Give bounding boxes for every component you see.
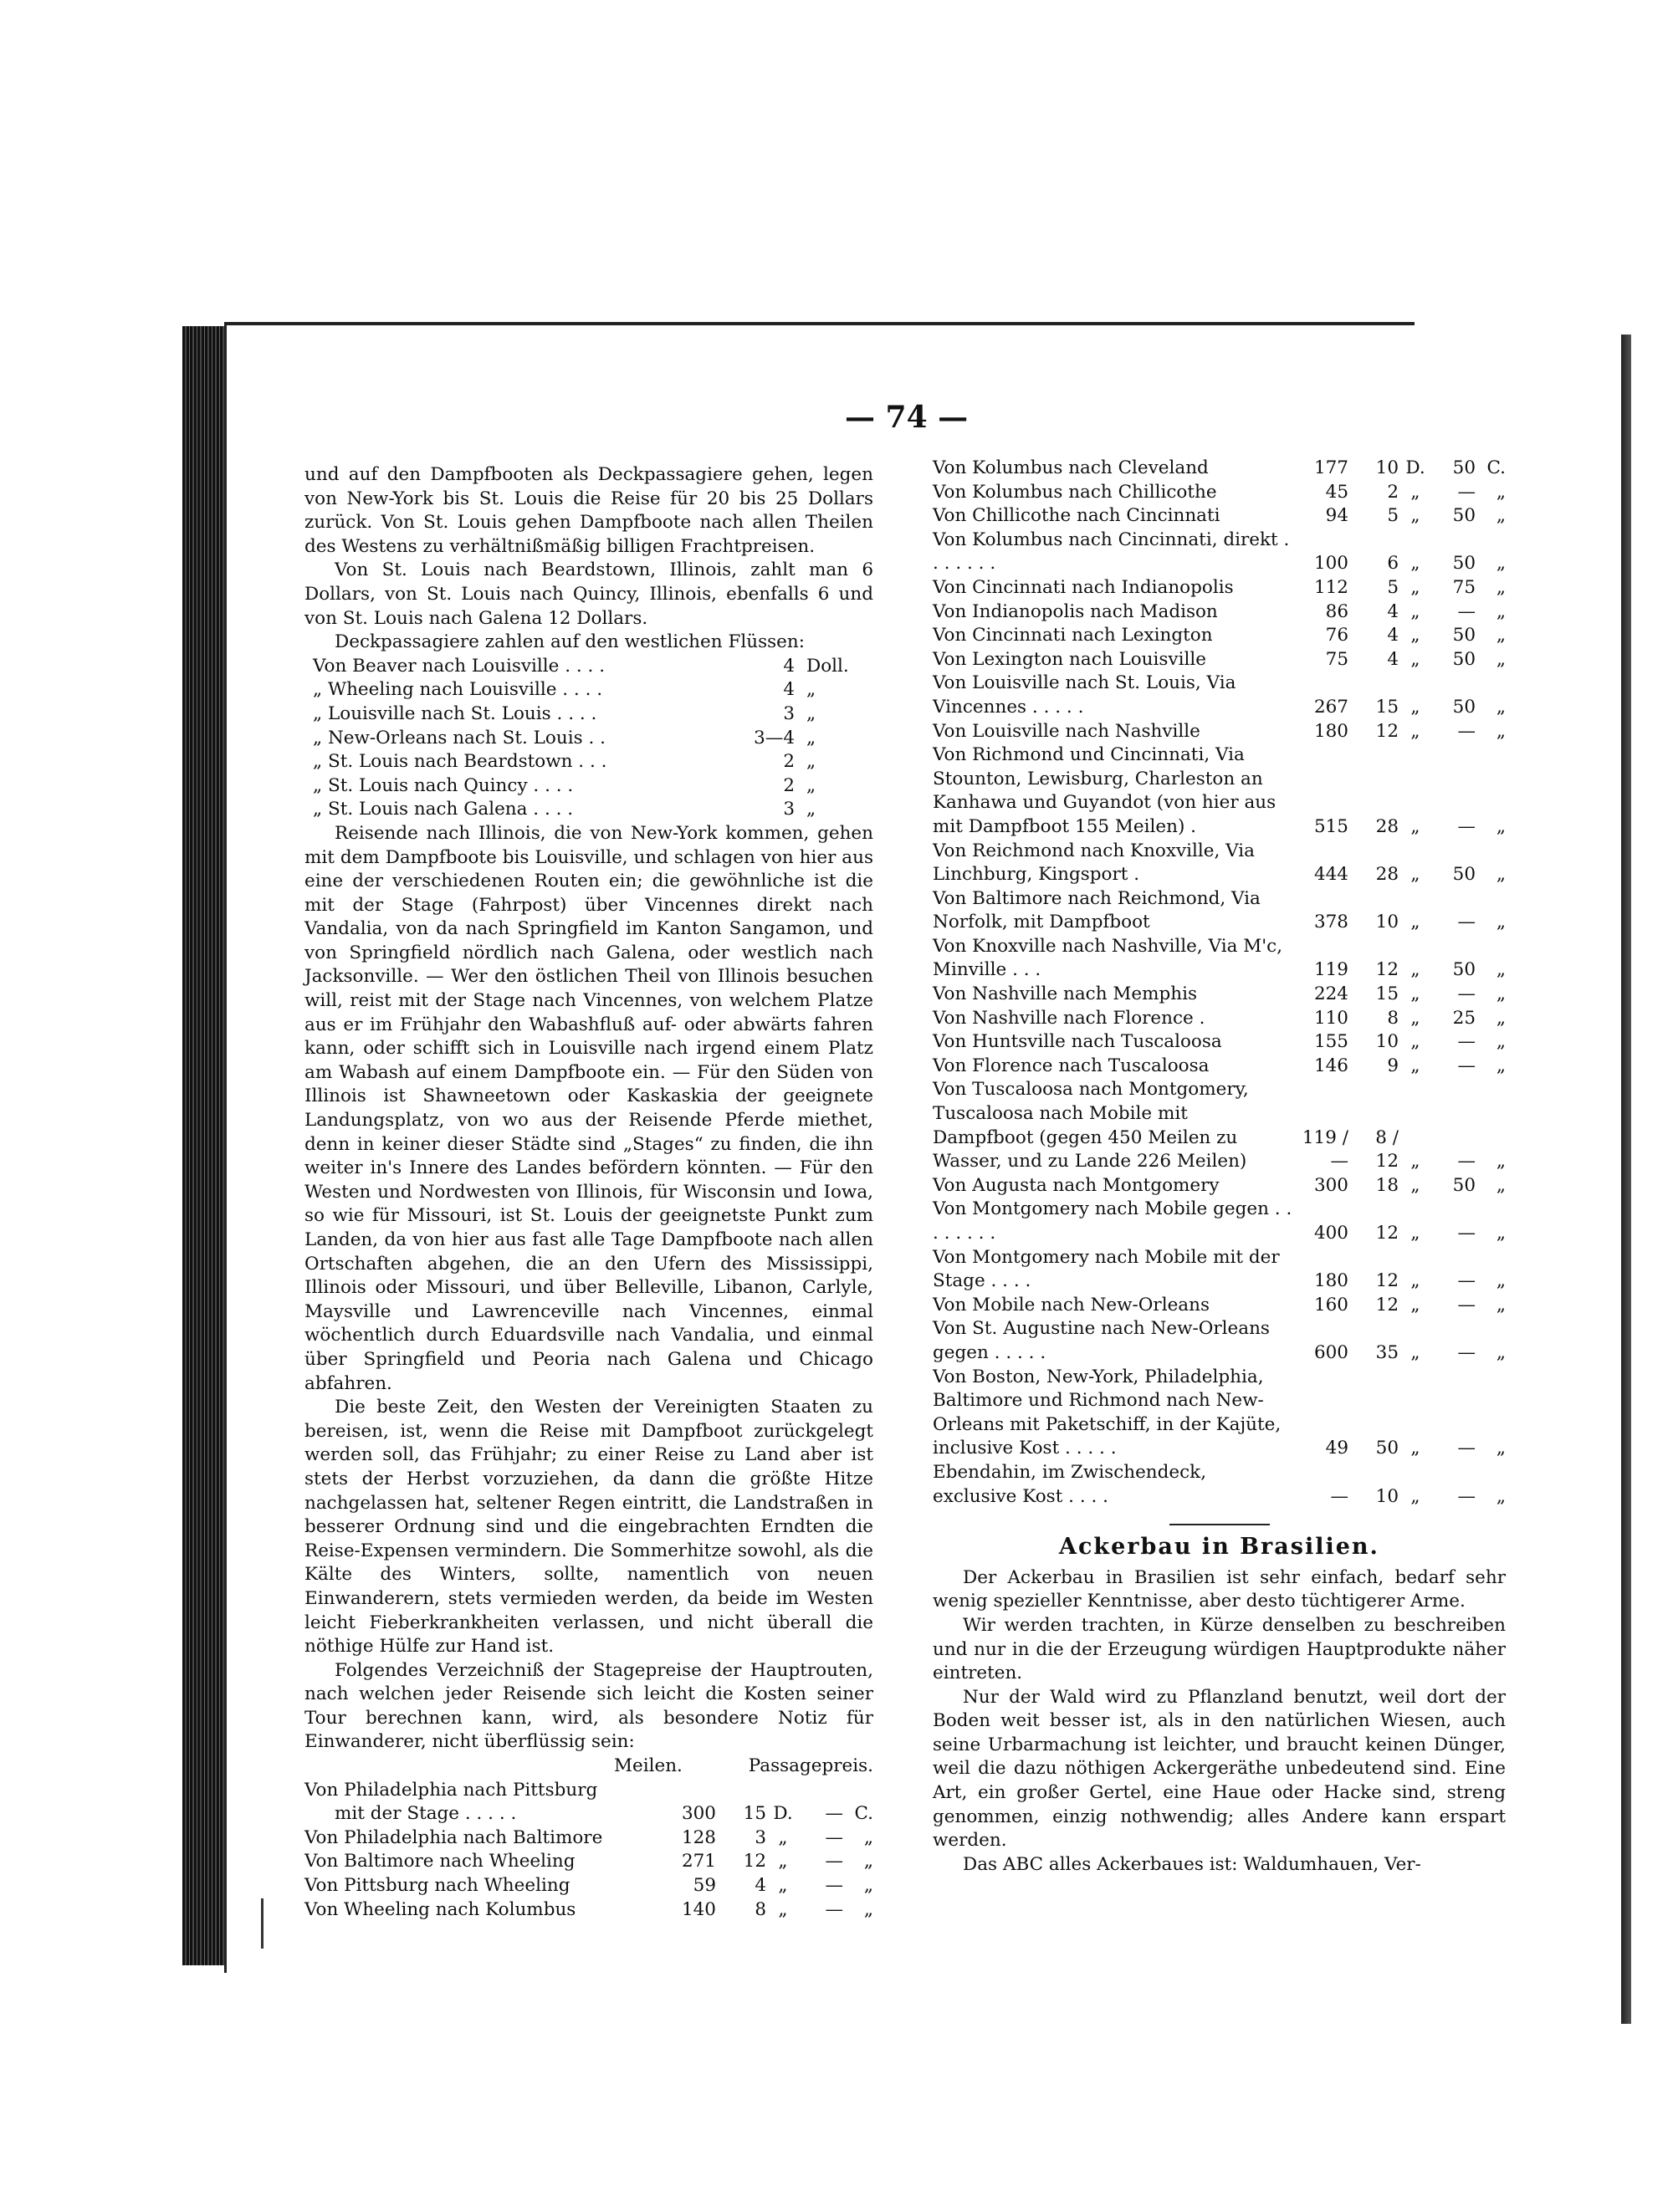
- book-right-edge: [1621, 335, 1631, 2024]
- table-row: Von Kolumbus nach Chillicothe 45 2 „ — „: [933, 481, 1506, 503]
- table-row: Von St. Augustine nach New-Orleans gegen . . . . . 600 35 „ — „: [933, 1318, 1506, 1363]
- table-row: Von Tuscaloosa nach Montgomery, Tuscaloosa nach Mobile mit Dampfboot (gegen 450 Meilen zu Wasser, und zu Lande 226 Meilen) 119 / — 8 / 12 „ — „: [933, 1079, 1506, 1172]
- table-row: Von Reichmond nach Knoxville, Via Linchburg, Kingsport . 444 28 „ 50 „: [933, 840, 1506, 886]
- table-row: Von Richmond und Cincinnati, Via Stounton, Lewisburg, Charleston an Kanhawa und Guyandot (von hier aus mit Dampfboot 155 Meilen) . 515 28 „ — „: [933, 744, 1506, 837]
- paragraph: Die beste Zeit, den Westen der Vereinigten Staaten zu bereisen, ist, wenn die Reise mit Dampfboot zurückgelegt werden soll, das Frühjahr; zu einer Reise zu Land aber ist stets der Herbst vorzuziehen, da dann die größte Hitze nachgelassen hat, seltener Regen eintritt, die Landstraßen in besserer Ordnung sind und die eingebrachten Erndten die Reise-Expensen vermindern. Die Sommerhitze sowohl, als die Kälte des Winters, sollte, namentlich von neuen Einwanderern, stets vermieden werden, da beide im Westen leicht Fieberkrankheiten verlassen, und nicht überall die nöthige Hülfe zur Hand ist.: [304, 1397, 873, 1658]
- list-item: Von Beaver nach Louisville . . . . 4 Doll.: [313, 655, 849, 677]
- table-header: [304, 1755, 873, 1779]
- paragraph: Wir werden trachten, in Kürze denselben zu beschreiben und nur in die der Erzeugung würdigen Hauptprodukte näher eintreten.: [933, 1614, 1506, 1684]
- margin-mark: [261, 1898, 263, 1949]
- table-row: Ebendahin, im Zwischendeck, exclusive Kost . . . . — 10 „ — „: [933, 1461, 1506, 1507]
- table-row: Von Nashville nach Memphis 224 15 „ — „: [933, 983, 1506, 1005]
- table-row: Von Philadelphia nach Baltimore 128 3 „ — „: [304, 1826, 873, 1848]
- table-row: Von Indianopolis nach Madison 86 4 „ — „: [933, 600, 1506, 622]
- list-item: „ Louisville nach St. Louis . . . . 3 „: [313, 702, 816, 724]
- list-item: „ St. Louis nach Quincy . . . . 2 „: [313, 774, 816, 796]
- section-divider: [1169, 1524, 1270, 1525]
- table-row: Von Florence nach Tuscaloosa 146 9 „ — „: [933, 1055, 1506, 1076]
- table-row: Von Kolumbus nach Cincinnati, direkt . . . . . . . 100 6 „ 50 „: [933, 529, 1506, 575]
- paragraph: Das ABC alles Ackerbaues ist: Waldumhauen, Ver-: [963, 1853, 1421, 1875]
- list-item: „ St. Louis nach Galena . . . . 3 „: [313, 799, 816, 820]
- stage-fare-table: [304, 1779, 873, 1923]
- table-row: Von Kolumbus nach Cleveland 177 10 D. 50 C.: [933, 457, 1506, 478]
- table-row: Von Philadelphia nach Pittsburg: [304, 1779, 598, 1801]
- table-row: Von Louisville nach St. Louis, Via Vincennes . . . . . 267 15 „ 50 „: [933, 672, 1506, 718]
- section-title: Ackerbau in Brasilien.: [1059, 1534, 1379, 1561]
- left-column: [304, 463, 873, 1922]
- table-row: Von Cincinnati nach Indianopolis 112 5 „ 75 „: [933, 576, 1506, 598]
- page-number: — 74 —: [845, 400, 969, 435]
- table-row: Von Baltimore nach Reichmond, Via Norfolk, mit Dampfboot 378 10 „ — „: [933, 887, 1506, 933]
- table-row: Von Wheeling nach Kolumbus 140 8 „ — „: [304, 1898, 873, 1920]
- table-row: Von Baltimore nach Wheeling 271 12 „ — „: [304, 1851, 873, 1872]
- table-row: Von Montgomery nach Mobile mit der Stage . . . . 180 12 „ — „: [933, 1246, 1506, 1292]
- table-row: Von Augusta nach Montgomery 300 18 „ 50 „: [933, 1174, 1506, 1196]
- deck-fare-list: [304, 655, 873, 822]
- table-row: Von Mobile nach New-Orleans 160 12 „ — „: [933, 1294, 1506, 1315]
- right-column: [933, 457, 1506, 1877]
- table-row: mit der Stage . . . . . 300 15 D. — C.: [335, 1803, 873, 1825]
- table-row: Von Knoxville nach Nashville, Via M'c, Minville . . . 119 12 „ 50 „: [933, 935, 1506, 981]
- paragraph: Nur der Wald wird zu Pflanzland benutzt, weil dort der Boden weit besser ist, als in den natürlichen Wiesen, auch seine Urbarmachung ist leichter, und braucht keinen Dünger, weil die dazu nöthigen Ackergeräthe unbedeutend sind. Eine Art, ein großer Gertel, eine Haue oder Hacke sind, streng genommen, einzig nothwendig; alles Andere kann erspart werden.: [933, 1686, 1506, 1852]
- table-row: Von Huntsville nach Tuscaloosa 155 10 „ — „: [933, 1031, 1506, 1053]
- paragraph: Deckpassagiere zahlen auf den westlichen Flüssen:: [335, 631, 805, 653]
- table-row: Von Nashville nach Florence . 110 8 „ 25 „: [933, 1007, 1506, 1029]
- paragraph: Von St. Louis nach Beardstown, Illinois, zahlt man 6 Dollars, von St. Louis nach Quincy, Illinois, ebenfalls 6 und von St. Louis nach Galena 12 Dollars.: [304, 559, 873, 629]
- paragraph: und auf den Dampfbooten als Deckpassagiere gehen, legen von New-York bis St. Louis die Reise für 20 bis 25 Dollars zurück. Von St. Louis gehen Dampfboote nach allen Theilen des Westens zu verhältnißmäßig billigen Frachtpreisen.: [304, 464, 873, 557]
- list-item: „ New-Orleans nach St. Louis . . 3—4 „: [313, 727, 816, 748]
- paragraph: Folgendes Verzeichniß der Stagepreise der Hauptrouten, nach welchen jeder Reisende sich leicht die Kosten seiner Tour berechnen kann, wird, als besondere Notiz für Einwanderer, nicht überflüssig sein:: [304, 1659, 873, 1753]
- list-item: „ St. Louis nach Beardstown . . . 2 „: [313, 751, 816, 773]
- paragraph: Reisende nach Illinois, die von New-York kommen, gehen mit dem Dampfboote bis Louisville, und schlagen von hier aus eine der verschiedenen Routen ein; die gewöhnliche ist die mit der Stage (Fahrpost) über Vincennes direkt nach Vandalia, von da nach Springfield im Kanton Sangamon, und von Springfield nördlich nach Galena, oder westlich nach Jacksonville. — Wer den östlichen Theil von Illinois besuchen will, reist mit der Stage nach Vincennes, von welchem Platze aus er im Frühjahr den Wabashfluß auf- oder abwärts fahren kann, oder schifft sich in Louisville nach irgend einem Platz am Wabash auf einem Dampfboote ein. — Für den Süden von Illinois ist Shawneetown oder Kaskaskia der geeignete Landungsplatz, von wo aus der Reisende Pferde miethet, denn in keiner dieser Städte sind „Stages“ zu finden, die ihn weiter in's Innere des Landes befördern könnten. — Für den Westen und Nordwesten von Illinois, für Wisconsin und Iowa, so wie für Missouri, ist St. Louis der geeignetste Punkt zum Landen, da von hier aus fast alle Tage Dampfboote nach allen Ortschaften abgehen, die an den Ufern des Mississippi, Illinois oder Missouri, und über Belleville, Libanon, Carlyle, Maysville und Lawrenceville nach Vincennes, einmal wöchentlich durch Eduardsville nach Vandalia, und einmal über Springfield und Peoria nach Galena und Chicago abfahren.: [304, 822, 873, 1394]
- list-item: „ Wheeling nach Louisville . . . . 4 „: [313, 679, 816, 701]
- column-header-fare: Passagepreis.: [748, 1755, 873, 1777]
- paragraph: Der Ackerbau in Brasilien ist sehr einfach, bedarf sehr wenig spezieller Kenntnisse, aber desto tüchtigerer Arme.: [933, 1566, 1506, 1612]
- table-row: Von Chillicothe nach Cincinnati 94 5 „ 50 „: [933, 505, 1506, 527]
- table-row: Von Montgomery nach Mobile gegen . . . . . . . . 400 12 „ — „: [933, 1198, 1506, 1244]
- table-row: Von Cincinnati nach Lexington 76 4 „ 50 „: [933, 625, 1506, 646]
- table-row: Von Pittsburg nach Wheeling 59 4 „ — „: [304, 1875, 873, 1897]
- table-row: Von Louisville nach Nashville 180 12 „ — „: [933, 720, 1506, 742]
- column-header-miles: Meilen.: [614, 1755, 683, 1777]
- book-page-edge: [182, 326, 226, 1965]
- table-row: Von Lexington nach Louisville 75 4 „ 50 „: [933, 648, 1506, 670]
- table-row: Von Boston, New-York, Philadelphia, Baltimore und Richmond nach New-Orleans mit Paketschiff, in der Kajüte, inclusive Kost . . . . . 49 50 „ — „: [933, 1366, 1506, 1459]
- stage-fare-table-continued: [933, 457, 1506, 1509]
